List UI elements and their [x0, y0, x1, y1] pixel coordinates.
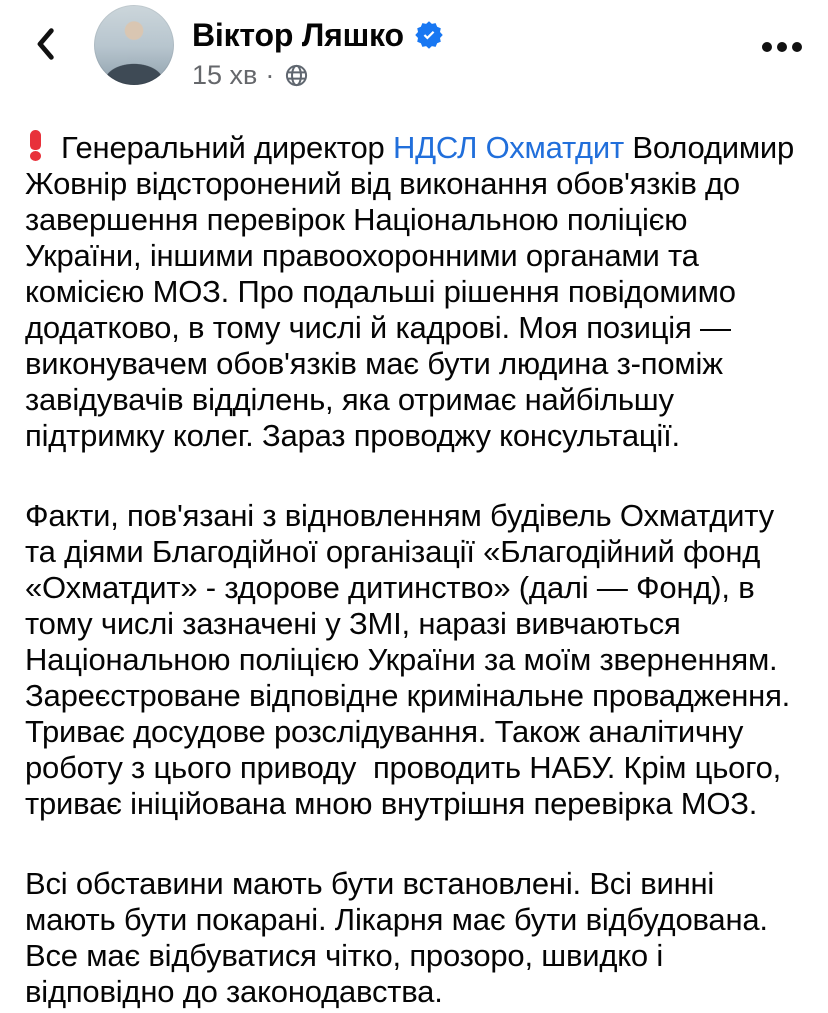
header-text-group [192, 16, 444, 89]
profile-name-link[interactable]: Віктор Ляшко [192, 17, 404, 53]
post-paragraph-1 [25, 130, 803, 454]
post-paragraph-2: Факти, пов'язані з відновленням будівель Охматдиту та діями Благодійної організації «Благодійний фонд «Охматдит» - здорове дитинство» (далі — Фонд), в тому числі зазначені у ЗМІ, наразі вивчаються Національною поліцією України за моїм зверненням. Зареєстроване відповідне кримінальне провадження. Триває досудове розслідування. Також аналітичну роботу з цього приводу проводить НАБУ. Крім цього, триває ініційована мною внутрішня перевірка МОЗ. [25, 498, 799, 821]
post-paragraph-3: Всі обставини мають бути встановлені. Всі винні мають бути покарані. Лікарня має бути відбудована. Все має відбуватися чітко, прозоро, швидко і відповідно до законодавства. [25, 866, 777, 1009]
globe-icon [284, 63, 309, 88]
page-mention-link[interactable]: НДСЛ Охматдит [392, 130, 624, 165]
post-meta-row [192, 61, 444, 89]
meta-separator: · [265, 60, 275, 90]
red-exclamation-icon [25, 130, 46, 161]
paragraph-1-text: Володимир Жовнір відсторонений від виконання обов'язків до завершення перевірок Національною поліцією України, іншими правоохоронними органами та комісією МОЗ. Про подальші рішення повідомимо додатково, в тому числі й кадрові. Моя позиція — виконувачем обов'язків має бути людина з-поміж завідувачів відділень, яка отримає найбільшу підтримку колег. Зараз проводжу консультації. [25, 130, 803, 453]
paragraph-1-intro-text: Генеральний директор [61, 130, 393, 165]
name-row [192, 16, 444, 54]
three-dots-icon [762, 42, 802, 52]
post-timestamp[interactable]: 15 хв [192, 60, 258, 90]
profile-avatar[interactable] [94, 5, 174, 85]
verified-badge-icon [414, 20, 444, 50]
more-options-button[interactable] [756, 30, 808, 64]
post-body [0, 96, 828, 1010]
post-header [0, 0, 828, 96]
back-button[interactable] [24, 22, 68, 68]
chevron-left-icon [30, 24, 62, 67]
